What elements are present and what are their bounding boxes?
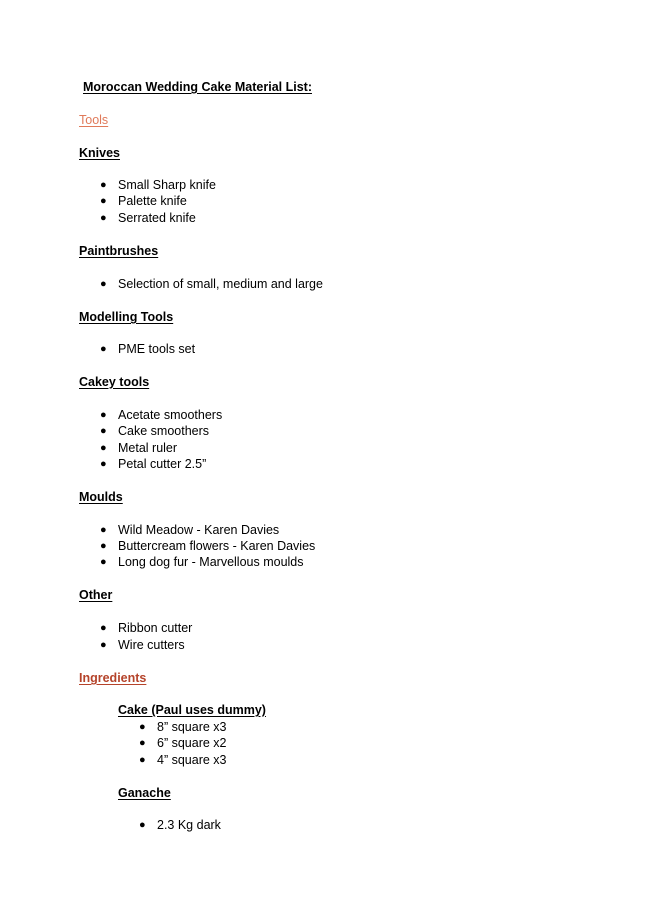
ganache-heading: Ganache: [118, 786, 171, 800]
list-item: Metal ruler: [118, 441, 178, 455]
list-item: Cake smoothers: [118, 424, 210, 438]
list-item: Palette knife: [118, 194, 187, 208]
other-heading: Other: [79, 588, 113, 602]
list-item: Petal cutter 2.5”: [118, 457, 207, 471]
list-item: 6” square x2: [157, 736, 227, 750]
bullet-icon: ●: [100, 195, 107, 207]
list-item: Selection of small, medium and large: [118, 277, 323, 291]
bullet-icon: ●: [100, 409, 107, 421]
bullet-icon: ●: [100, 458, 107, 470]
bullet-icon: ●: [139, 721, 146, 733]
bullet-icon: ●: [100, 639, 107, 651]
bullet-icon: ●: [100, 524, 107, 536]
list-item: Acetate smoothers: [118, 408, 223, 422]
document-title: Moroccan Wedding Cake Material List:: [83, 80, 312, 94]
list-item: Small Sharp knife: [118, 178, 216, 192]
bullet-icon: ●: [100, 556, 107, 568]
list-item: Wire cutters: [118, 638, 185, 652]
paintbrushes-heading: Paintbrushes: [79, 244, 159, 258]
moulds-heading: Moulds: [79, 490, 123, 504]
ingredients-heading: Ingredients: [79, 671, 147, 685]
bullet-icon: ●: [100, 540, 107, 552]
list-item: 2.3 Kg dark: [157, 818, 221, 832]
cake-heading: Cake (Paul uses dummy): [118, 703, 266, 717]
list-item: Serrated knife: [118, 211, 196, 225]
bullet-icon: ●: [100, 278, 107, 290]
bullet-icon: ●: [139, 737, 146, 749]
list-item: 8” square x3: [157, 720, 227, 734]
list-item: PME tools set: [118, 342, 196, 356]
cakey-tools-heading: Cakey tools: [79, 375, 150, 389]
list-item: Buttercream flowers - Karen Davies: [118, 539, 316, 553]
bullet-icon: ●: [139, 754, 146, 766]
bullet-icon: ●: [139, 819, 146, 831]
list-item: Long dog fur - Marvellous moulds: [118, 555, 304, 569]
bullet-icon: ●: [100, 179, 107, 191]
list-item: Wild Meadow - Karen Davies: [118, 523, 280, 537]
bullet-icon: ●: [100, 212, 107, 224]
bullet-icon: ●: [100, 343, 107, 355]
tools-heading: Tools: [79, 113, 109, 127]
list-item: 4” square x3: [157, 753, 227, 767]
knives-heading: Knives: [79, 146, 120, 160]
bullet-icon: ●: [100, 442, 107, 454]
bullet-icon: ●: [100, 425, 107, 437]
modelling-tools-heading: Modelling Tools: [79, 310, 174, 324]
bullet-icon: ●: [100, 622, 107, 634]
list-item: Ribbon cutter: [118, 621, 193, 635]
